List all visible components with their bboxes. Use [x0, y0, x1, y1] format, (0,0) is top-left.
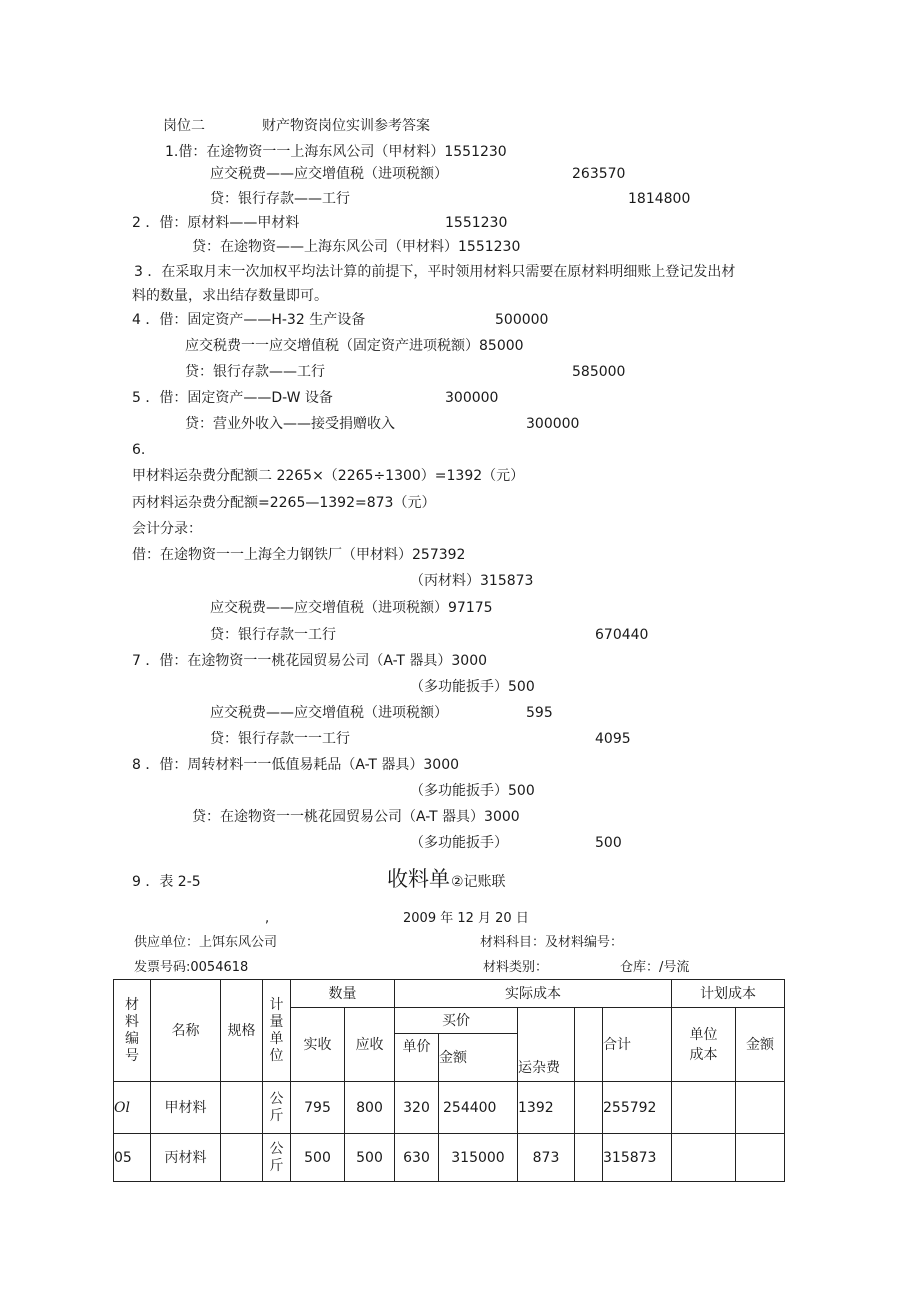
row1-name: 甲材料 [151, 1082, 221, 1134]
row1-code: Ol [114, 1082, 151, 1134]
entry9-label: 9 ．表 2-5 [132, 874, 201, 890]
entry4-tax: 应交税费一一应交增值税（固定资产进项税额）85000 [185, 338, 524, 354]
form-date: 2009 年 12 月 20 日 [403, 911, 529, 926]
row2-unit: 公斤 [263, 1134, 291, 1182]
entry5-debit-amount: 300000 [445, 390, 499, 406]
entry7-credit: 贷：银行存款一一工行 [210, 731, 350, 747]
entry2-debit: 2 ．借：原材料——甲材料 [132, 215, 300, 231]
row1-total: 255792 [603, 1082, 672, 1134]
entry6-number: 6. [132, 442, 146, 458]
entry6-calc-a: 甲材料运杂费分配额二 2265×（2265÷1300）=1392（元） [132, 468, 525, 484]
title-left: 岗位二 [163, 118, 205, 134]
entry6-credit: 贷：银行存款一工行 [210, 627, 336, 643]
header-quantity: 数量 [291, 980, 395, 1008]
header-due: 应收 [345, 1008, 395, 1082]
row2-unit-price: 630 [395, 1134, 439, 1182]
form-mark: , [265, 911, 270, 926]
entry6-calc-b: 丙材料运杂费分配额=2265—1392=873（元） [132, 495, 436, 511]
entry3-line1: 3 ．在采取月末一次加权平均法计算的前提下，平时领用材料只需要在原材料明细账上登记发出材 [134, 264, 736, 280]
header-material-code: 材料编号 [114, 980, 151, 1082]
entry1-debit: 1.借：在途物资一一上海东风公司（甲材料）1551230 [165, 144, 507, 160]
header-actual-cost: 实际成本 [395, 980, 672, 1008]
header-spec: 规格 [221, 980, 263, 1082]
entry4-debit: 4 ．借：固定资产——H-32 生产设备 [132, 312, 366, 328]
title-right: 财产物资岗位实训参考答案 [262, 118, 430, 134]
row2-freight: 873 [518, 1134, 575, 1182]
entry5-credit-amount: 300000 [526, 416, 580, 432]
row2-due: 500 [345, 1134, 395, 1182]
entry4-credit-amount: 585000 [572, 364, 626, 380]
form-material-category: 材料类别： [483, 960, 549, 975]
row2-spec [221, 1134, 263, 1182]
row2-total: 315873 [603, 1134, 672, 1182]
form-warehouse: 仓库：/号流 [620, 960, 690, 975]
entry7-debit-2: （多功能扳手）500 [410, 679, 535, 695]
entry5-debit: 5 ．借：固定资产——D-W 设备 [132, 390, 333, 406]
entry1-credit-amount: 1814800 [628, 191, 691, 207]
entry6-debit-2: （丙材料）315873 [410, 573, 534, 589]
row2-amount: 315000 [439, 1134, 518, 1182]
table-row [114, 1134, 785, 1182]
row2-blank [575, 1134, 603, 1182]
row2-plan-unit-cost [672, 1134, 736, 1182]
entry8-credit-2: （多功能扳手） [410, 835, 508, 851]
row2-plan-amount [736, 1134, 785, 1182]
entry6-credit-amount: 670440 [595, 627, 649, 643]
entry2-debit-amount: 1551230 [445, 215, 508, 231]
form-supplier: 供应单位：上饵东风公司 [134, 935, 278, 950]
entry3-line2: 料的数量，求出结存数量即可。 [132, 288, 328, 304]
header-plan-unit-cost: 单位成本 [672, 1008, 736, 1082]
row1-unit: 公斤 [263, 1082, 291, 1134]
header-amount: 金额 [439, 1034, 518, 1082]
row1-plan-amount [736, 1082, 785, 1134]
row1-plan-unit-cost [672, 1082, 736, 1134]
header-plan-amount: 金额 [736, 1008, 785, 1082]
header-total: 合计 [603, 1008, 672, 1082]
row2-received: 500 [291, 1134, 345, 1182]
form-material-subject: 材料科目：及材料编号： [480, 935, 624, 950]
header-planned-cost: 计划成本 [672, 980, 785, 1008]
form-title: 收料单 [387, 867, 450, 891]
row1-freight: 1392 [518, 1082, 575, 1134]
header-blank [575, 1008, 603, 1082]
entry5-credit: 贷：营业外收入——接受捐赠收入 [185, 416, 395, 432]
header-freight: 运杂费 [518, 1008, 575, 1082]
form-invoice-number: 发票号码:0054618 [134, 960, 249, 975]
entry8-debit: 8 ．借：周转材料一一低值易耗品（A-T 器具）3000 [132, 757, 460, 773]
row1-blank [575, 1082, 603, 1134]
entry4-credit: 贷：银行存款——工行 [185, 364, 325, 380]
entry7-tax-amount: 595 [526, 705, 553, 721]
entry6-journal-label: 会计分录： [132, 521, 202, 537]
entry1-credit: 贷：银行存款——工行 [210, 191, 350, 207]
header-received: 实收 [291, 1008, 345, 1082]
receipt-table [113, 979, 785, 1182]
entry6-debit: 借：在途物资一一上海全力钢铁厂（甲材料）257392 [132, 547, 466, 563]
entry8-credit-amount: 500 [595, 835, 622, 851]
form-subtitle: ②记账联 [451, 874, 506, 890]
entry1-tax-amount: 263570 [572, 166, 626, 182]
entry6-tax: 应交税费——应交增值税（进项税额）97175 [210, 600, 493, 616]
row2-name: 丙材料 [151, 1134, 221, 1182]
table-row [114, 1082, 785, 1134]
entry8-debit-2: （多功能扳手）500 [410, 783, 535, 799]
entry8-credit: 贷：在途物资一一桃花园贸易公司（A-T 器具）3000 [192, 809, 520, 825]
header-name: 名称 [151, 980, 221, 1082]
row1-received: 795 [291, 1082, 345, 1134]
row1-amount: 254400 [439, 1082, 518, 1134]
row1-spec [221, 1082, 263, 1134]
entry1-tax: 应交税费——应交增值税（进项税额） [210, 166, 448, 182]
header-unit: 计量单位 [263, 980, 291, 1082]
entry7-debit: 7 ．借：在途物资一一桃花园贸易公司（A-T 器具）3000 [132, 653, 488, 669]
header-purchase-price: 买价 [395, 1008, 518, 1034]
row1-due: 800 [345, 1082, 395, 1134]
row2-code: 05 [114, 1134, 151, 1182]
entry7-tax: 应交税费——应交增值税（进项税额） [210, 705, 448, 721]
header-unit-price: 单价 [395, 1034, 439, 1082]
entry4-debit-amount: 500000 [495, 312, 549, 328]
entry2-credit: 贷：在途物资——上海东风公司（甲材料）1551230 [192, 239, 521, 255]
entry7-credit-amount: 4095 [595, 731, 631, 747]
row1-unit-price: 320 [395, 1082, 439, 1134]
